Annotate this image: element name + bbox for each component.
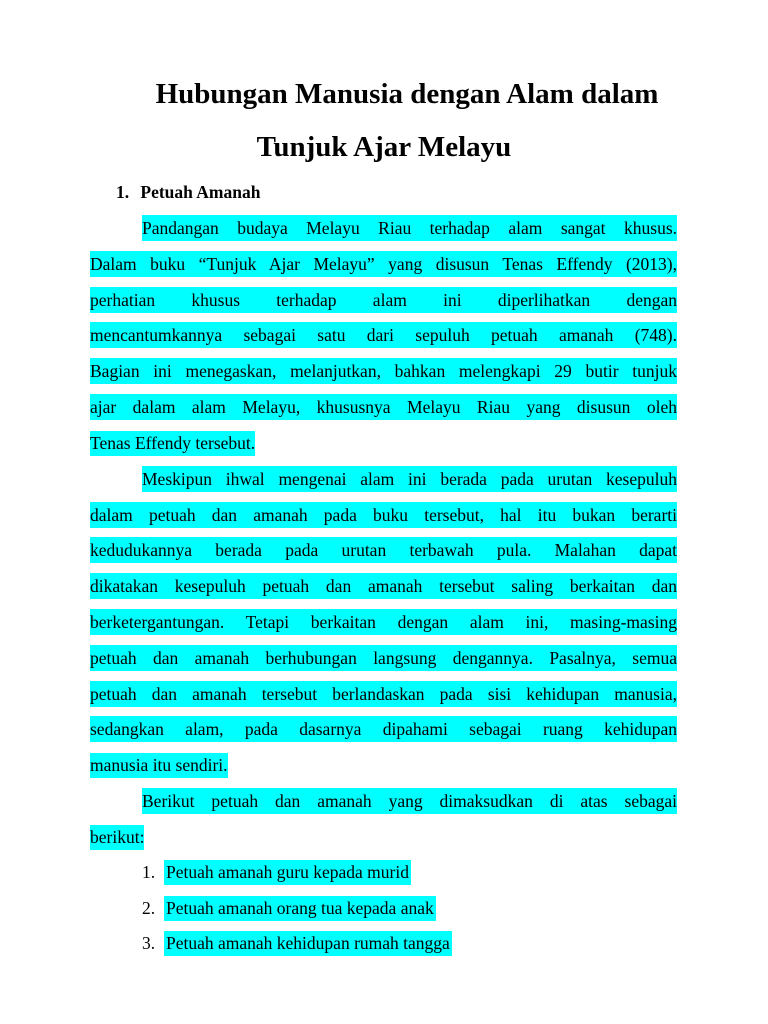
document-title-line-1: Hubungan Manusia dengan Alam dalam: [155, 78, 659, 110]
list-item-number: 3.: [142, 933, 156, 953]
paragraph-1-line: ajar dalam alam Melayu, khususnya Melayu Riau yang disusun oleh: [90, 394, 677, 420]
paragraph-2-line: petuah dan amanah tersebut berlandaskan pada sisi kehidupan manusia,: [90, 681, 677, 707]
paragraph-1-line-last: [90, 430, 677, 456]
paragraph-2-line: berketergantungan. Tetapi berkaitan dengan alam ini, masing-masing: [90, 609, 677, 635]
document-title-line-2: Tunjuk Ajar Melayu: [256, 131, 512, 163]
list-item: [142, 859, 411, 885]
paragraph-2-last-text: manusia itu sendiri.: [90, 753, 228, 778]
paragraph-2-line: sedangkan alam, pada dasarnya dipahami sebagai ruang kehidupan: [90, 716, 677, 742]
paragraph-2-line: dalam petuah dan amanah pada buku tersebut, hal itu bukan berarti: [90, 502, 677, 528]
paragraph-2-line: kedudukannya berada pada urutan terbawah pula. Malahan dapat: [90, 537, 677, 563]
paragraph-3-line-last: [90, 824, 677, 850]
paragraph-3-last-text: berikut:: [90, 825, 144, 850]
paragraph-3-line: Berikut petuah dan amanah yang dimaksudkan di atas sebagai: [142, 788, 677, 814]
section-title: Petuah Amanah: [140, 182, 261, 202]
list-item: [142, 895, 436, 921]
paragraph-2-line: petuah dan amanah berhubungan langsung dengannya. Pasalnya, semua: [90, 645, 677, 671]
section-heading: [116, 180, 260, 204]
paragraph-1-line: perhatian khusus terhadap alam ini diperlihatkan dengan: [90, 287, 677, 313]
paragraph-2-line: dikatakan kesepuluh petuah dan amanah tersebut saling berkaitan dan: [90, 573, 677, 599]
paragraph-1-line: Bagian ini menegaskan, melanjutkan, bahkan melengkapi 29 butir tunjuk: [90, 358, 677, 384]
paragraph-1-last-text: Tenas Effendy tersebut.: [90, 431, 255, 456]
paragraph-2-line-last: [90, 752, 677, 778]
list-item-number: 1.: [142, 862, 156, 882]
list-item-number: 2.: [142, 898, 156, 918]
list-item-text: Petuah amanah guru kepada murid: [164, 860, 411, 885]
paragraph-1-line: Pandangan budaya Melayu Riau terhadap alam sangat khusus.: [142, 215, 677, 241]
list-item-text: Petuah amanah kehidupan rumah tangga: [164, 931, 452, 956]
paragraph-2-line: Meskipun ihwal mengenai alam ini berada pada urutan kesepuluh: [142, 466, 677, 492]
list-item-text: Petuah amanah orang tua kepada anak: [164, 896, 436, 921]
section-number: 1.: [116, 182, 130, 202]
paragraph-1-line: Dalam buku “Tunjuk Ajar Melayu” yang disusun Tenas Effendy (2013),: [90, 251, 677, 277]
list-item: [142, 930, 452, 956]
paragraph-1-line: mencantumkannya sebagai satu dari sepuluh petuah amanah (748).: [90, 322, 677, 348]
